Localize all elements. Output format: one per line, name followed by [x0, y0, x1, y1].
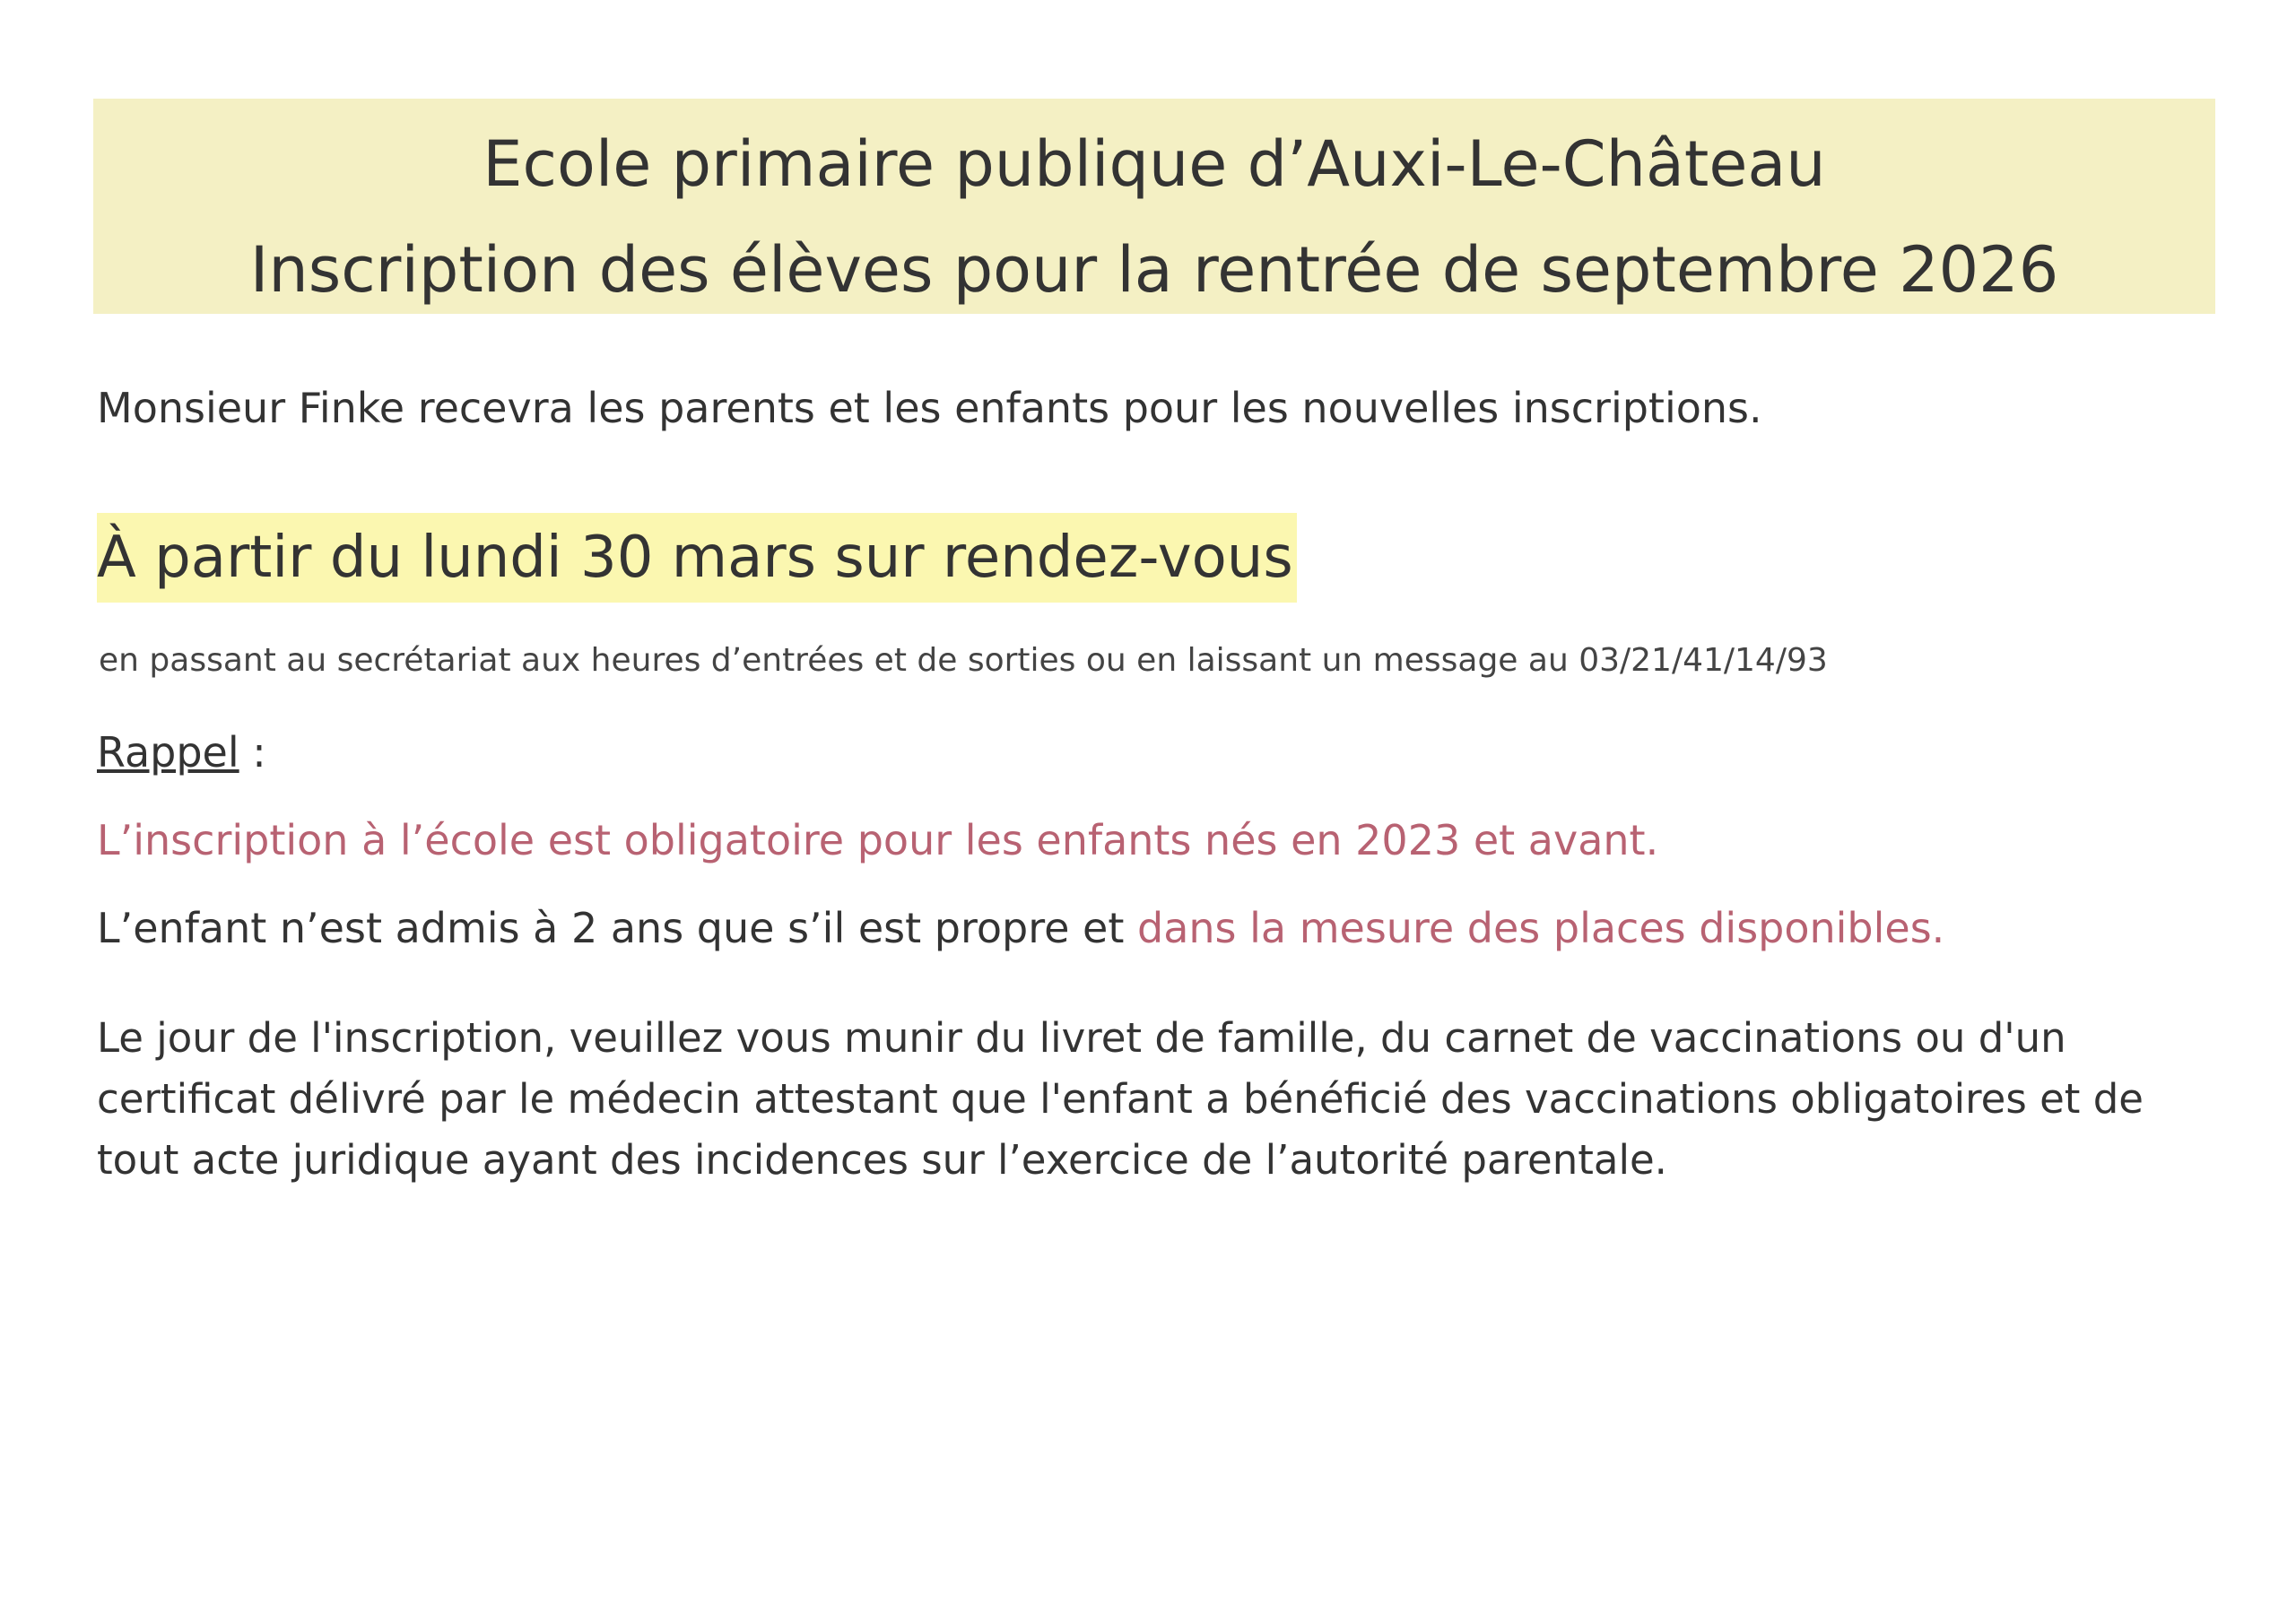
documents-line-2: certificat délivré par le médecin attestant que l'enfant a bénéficié des vaccinations obligatoires et de — [97, 1075, 2144, 1123]
documents-line-1: Le jour de l'inscription, veuillez vous munir du livret de famille, du carnet de vaccinations ou d'un — [97, 1014, 2066, 1062]
school-name-title: Ecole primaire publique d’Auxi-Le-Château — [483, 127, 1826, 201]
rappel-heading — [97, 728, 266, 777]
documents-line-3: tout acte juridique ayant des incidences sur l’exercice de l’autorité parentale. — [97, 1136, 1667, 1184]
admission-text — [97, 904, 1944, 952]
admission-prefix: L’enfant n’est admis à 2 ans que s’il est propre et — [97, 904, 1137, 952]
header-banner — [93, 99, 2215, 314]
admission-accent: dans la mesure des places disponibles. — [1137, 904, 1945, 952]
rappel-suffix: : — [239, 728, 266, 777]
intro-text: Monsieur Finke recevra les parents et les enfants pour les nouvelles inscriptions. — [97, 384, 1762, 432]
enrollment-title: Inscription des élèves pour la rentrée de septembre 2026 — [249, 233, 2059, 307]
contact-text: en passant au secrétariat aux heures d’entrées et de sorties ou en laissant un message au 03/21/41/14/93 — [99, 642, 1828, 679]
documents-paragraph — [97, 1008, 2249, 1191]
rappel-label: Rappel — [97, 728, 239, 777]
mandatory-notice: L’inscription à l’école est obligatoire pour les enfants nés en 2023 et avant. — [97, 816, 1659, 864]
date-banner: À partir du lundi 30 mars sur rendez-vous — [97, 513, 1297, 603]
